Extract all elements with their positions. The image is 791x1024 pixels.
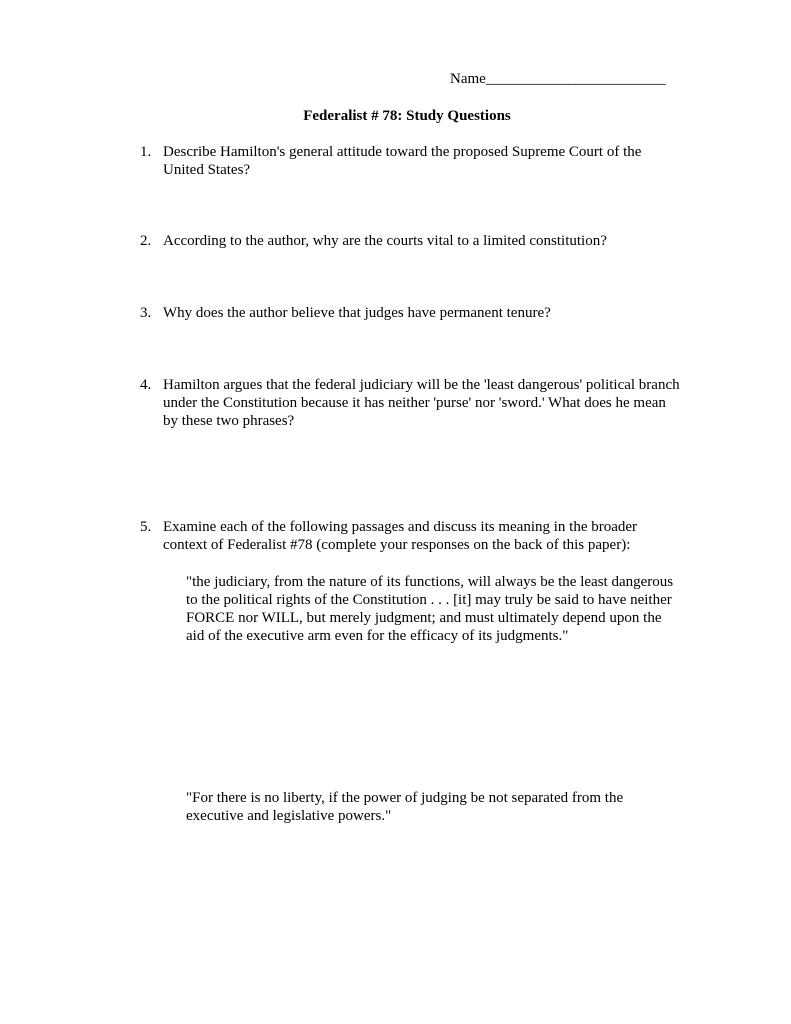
question-5: [140, 518, 680, 554]
question-3: [140, 304, 680, 322]
question-number: 4.: [140, 377, 152, 393]
question-number: 3.: [140, 305, 152, 321]
page-title: Federalist # 78: Study Questions: [303, 108, 511, 124]
question-2: [140, 232, 680, 250]
passage-quote-2: "For there is no liberty, if the power of judging be not separated from the executive and legislative powers.": [186, 790, 624, 824]
passage-quote-1: "the judiciary, from the nature of its functions, will always be the least dangerous to the political rights of the Constitution . . . [it] may truly be said to have neither FORCE nor WILL, but merely judgment; and must ultimately depend upon the aid of the executive arm even for the efficacy of its judgments.": [186, 574, 674, 644]
question-number: 2.: [140, 233, 152, 249]
question-number: 5.: [140, 519, 152, 535]
question-text: According to the author, why are the courts vital to a limited constitution?: [163, 233, 607, 249]
question-1: [140, 143, 680, 179]
question-text: Examine each of the following passages and discuss its meaning in the broader context of Federalist #78 (complete your responses on the back of this paper):: [163, 519, 638, 553]
question-number: 1.: [140, 144, 152, 160]
question-text: Describe Hamilton's general attitude toward the proposed Supreme Court of the United States?: [163, 144, 642, 178]
name-field-label[interactable]: Name________________________: [450, 71, 666, 87]
question-text: Why does the author believe that judges have permanent tenure?: [163, 305, 551, 321]
question-text: Hamilton argues that the federal judiciary will be the 'least dangerous' political branch under the Constitution because it has neither 'purse' nor 'sword.' What does he mean by these two phrases?: [163, 377, 680, 429]
question-4: [140, 376, 680, 430]
